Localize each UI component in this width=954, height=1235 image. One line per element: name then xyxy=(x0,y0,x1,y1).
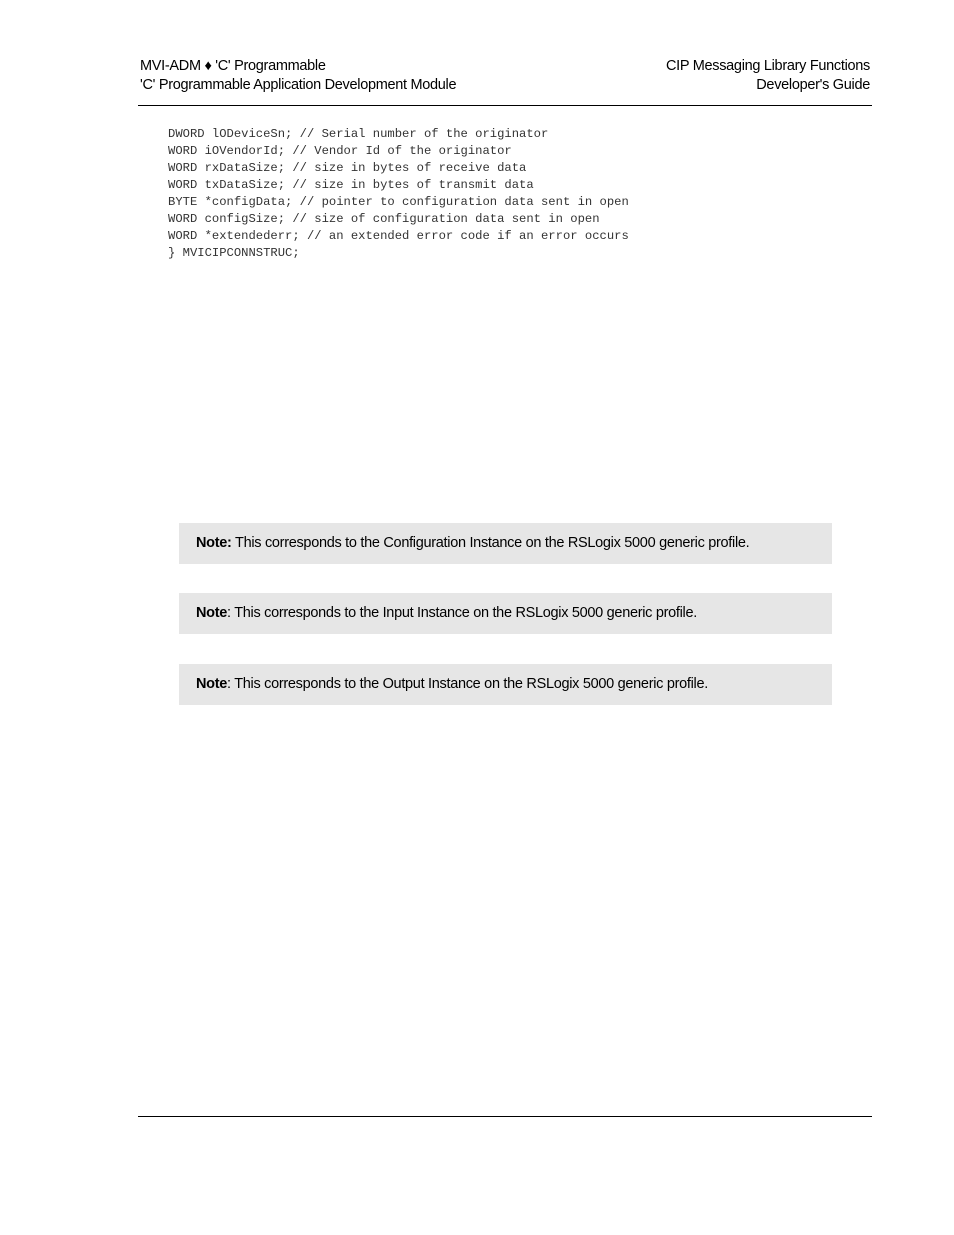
code-line: WORD configSize; // size of configuration data sent in open xyxy=(168,212,600,226)
code-line: DWORD lODeviceSn; // Serial number of the originator xyxy=(168,127,549,141)
note-input-instance xyxy=(179,593,832,634)
note-text: This corresponds to the Configuration Instance on the RSLogix 5000 generic profile. xyxy=(231,535,750,551)
header-product-title: MVI-ADM ♦ 'C' Programmable xyxy=(140,58,326,74)
note-text: : This corresponds to the Input Instance on the RSLogix 5000 generic profile. xyxy=(227,605,697,621)
note-output-instance xyxy=(179,664,832,705)
code-line: BYTE *configData; // pointer to configuration data sent in open xyxy=(168,195,629,209)
header-product-subtitle: 'C' Programmable Application Development Module xyxy=(140,77,457,93)
code-line: WORD rxDataSize; // size in bytes of receive data xyxy=(168,161,527,175)
note-label: Note xyxy=(196,676,228,692)
code-line: WORD *extendederr; // an extended error code if an error occurs xyxy=(168,229,629,243)
note-text: : This corresponds to the Output Instance on the RSLogix 5000 generic profile. xyxy=(227,676,708,692)
header-guide-title: Developer's Guide xyxy=(756,77,870,93)
page-header xyxy=(140,57,870,97)
note-configuration-instance xyxy=(179,523,832,564)
note-label: Note xyxy=(196,605,228,621)
code-line: WORD iOVendorId; // Vendor Id of the originator xyxy=(168,144,512,158)
code-line: } MVICIPCONNSTRUC; xyxy=(168,246,300,260)
footer-divider xyxy=(138,1116,872,1117)
header-left xyxy=(140,57,456,95)
code-line: WORD txDataSize; // size in bytes of transmit data xyxy=(168,178,534,192)
header-section-title: CIP Messaging Library Functions xyxy=(665,58,870,74)
note-label: Note: xyxy=(196,535,232,551)
header-divider xyxy=(138,105,872,106)
code-listing xyxy=(168,126,629,262)
header-right xyxy=(666,57,870,95)
